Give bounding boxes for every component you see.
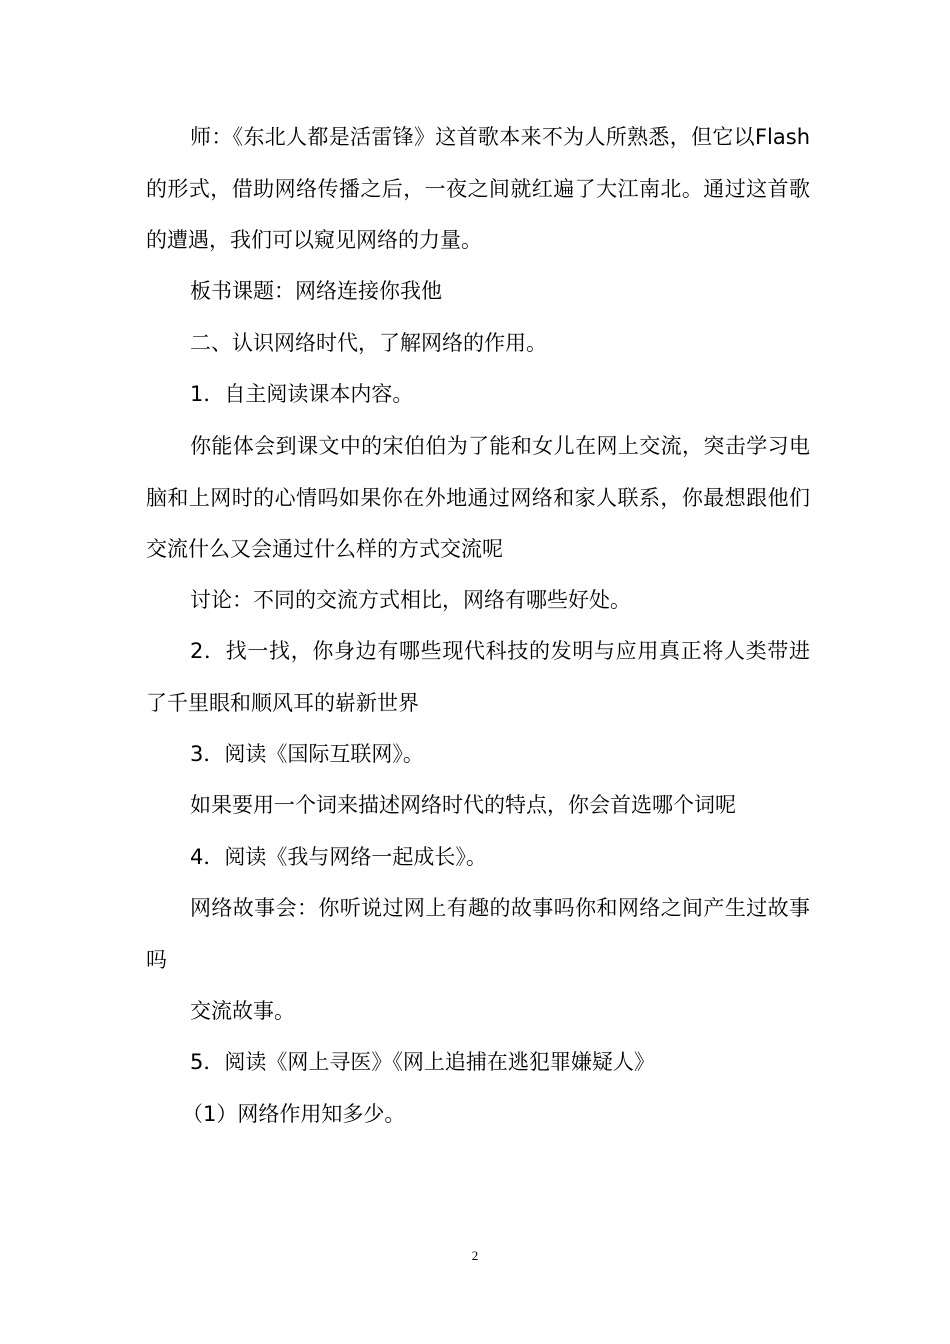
paragraph-teacher-intro: 师：《东北人都是活雷锋》这首歌本来不为人所熟悉，但它以Flash的形式，借助网络传播之后，一夜之间就红遍了大江南北。通过这首歌的遭遇，我们可以窥见网络的力量。 <box>146 125 810 252</box>
paragraph-board-title: 板书课题：网络连接你我他 <box>190 279 442 303</box>
paragraph-subitem-1: （1）网络作用知多少。 <box>182 1102 406 1126</box>
paragraph-question-word: 如果要用一个词来描述网络时代的特点，你会首选哪个词呢 <box>190 793 736 817</box>
paragraph-item-1: 1．自主阅读课本内容。 <box>190 382 414 406</box>
paragraph-question-song: 你能体会到课文中的宋伯伯为了能和女儿在网上交流，突击学习电脑和上网时的心情吗如果你在外地通过网络和家人联系，你最想跟他们交流什么又会通过什么样的方式交流呢 <box>146 434 810 561</box>
paragraph-story-meeting: 网络故事会：你听说过网上有趣的故事吗你和网络之间产生过故事吗 <box>146 896 810 972</box>
paragraph-item-2: 2．找一找，你身边有哪些现代科技的发明与应用真正将人类带进了千里眼和顺风耳的崭新世界 <box>146 639 810 715</box>
paragraph-item-5: 5．阅读《网上寻医》《网上追捕在逃犯罪嫌疑人》 <box>190 1050 655 1074</box>
paragraph-discussion: 讨论：不同的交流方式相比，网络有哪些好处。 <box>190 588 631 612</box>
paragraph-item-3: 3．阅读《国际互联网》。 <box>190 742 424 766</box>
page-number: 2 <box>471 1248 479 1263</box>
paragraph-item-4: 4．阅读《我与网络一起成长》。 <box>190 845 487 869</box>
paragraph-share-stories: 交流故事。 <box>190 999 295 1023</box>
paragraph-section-two: 二、认识网络时代，了解网络的作用。 <box>190 331 547 355</box>
